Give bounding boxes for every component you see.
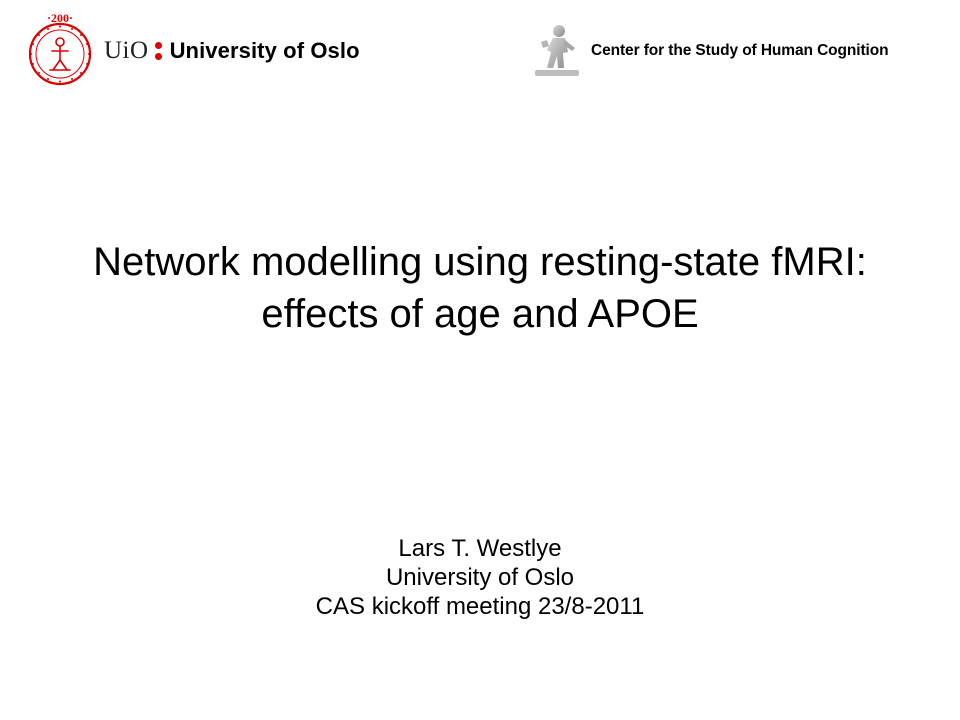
- uio-institution-name: University of Oslo: [169, 38, 360, 63]
- cshc-name: Center for the Study of Human Cognition: [591, 42, 889, 59]
- uio-short-name: UiO: [104, 37, 149, 64]
- uio-logo: [22, 10, 382, 90]
- slide-title: [0, 236, 960, 340]
- uio-colon-icon: [155, 42, 162, 60]
- author-name: Lars T. Westlye: [398, 535, 562, 562]
- author-affiliation: University of Oslo: [385, 564, 575, 591]
- svg-text:·200·: ·200·: [46, 11, 74, 25]
- uio-200-seal-icon: [22, 10, 98, 88]
- slide-title-line-2: effects of age and APOE: [261, 292, 699, 336]
- slide-title-line-1: Network modelling using resting-state fMRI:: [93, 240, 867, 284]
- cshc-logo: [533, 22, 938, 80]
- uio-wordmark: [104, 35, 360, 67]
- grey-human-figure-icon: [533, 22, 583, 80]
- event-info: CAS kickoff meeting 23/8-2011: [315, 593, 645, 620]
- author-block: [0, 534, 960, 621]
